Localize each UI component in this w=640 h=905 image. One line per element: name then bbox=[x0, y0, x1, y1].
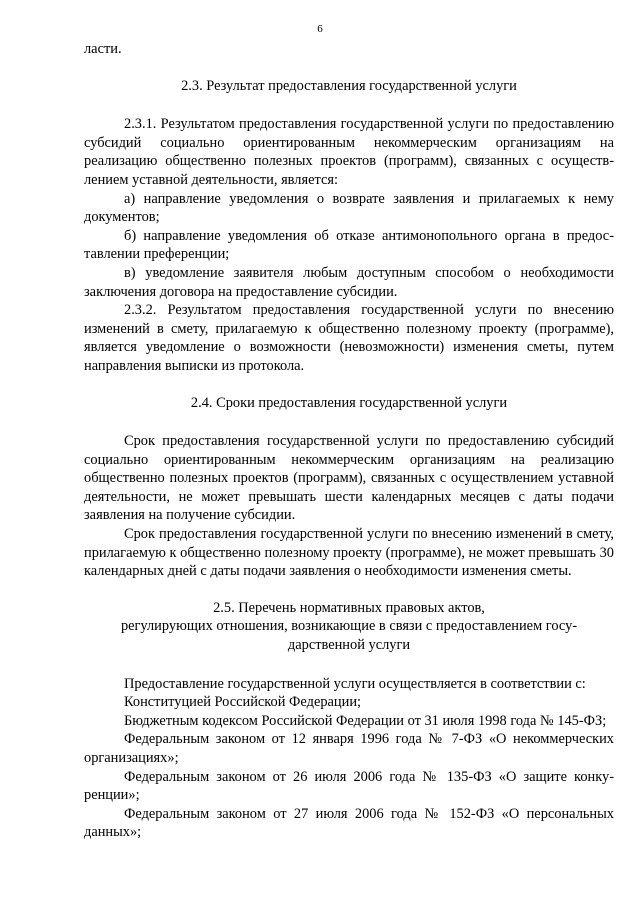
list-item-b: б) направление уведомления об отказе антимонопольного органа в предоставлении преференции; bbox=[84, 227, 614, 263]
carryover-text: ласти. bbox=[84, 41, 122, 57]
paragraph-2-4-2: Срок предоставления государственной услуги по внесению изменений в смету, прилагаемую к общественно полезному проекту (программе), не может превышать 30 календарных дней с даты подачи заявления о необходимости изменения сметы. bbox=[84, 526, 614, 580]
paragraph-2-3-2: 2.3.2. Результатом предоставления государственной услуги по внесению изменений в смету, прилагаемую к общественно полезному проекту (программе), является уведомление о возможности (невозможности) изменения сметы, путем направления выписки из протокола. bbox=[84, 302, 614, 374]
section-2-5-title-line3: дарственной услуги bbox=[287, 637, 411, 654]
section-2-5-title-line1: 2.5. Перечень нормативных правовых актов, bbox=[213, 599, 485, 616]
list-item-c: в) уведомление заявителя любым доступным способом о необходимости заключения договора на предоставление субсидии. bbox=[84, 264, 614, 300]
list-item: Конституцией Российской Федерации; bbox=[124, 694, 362, 711]
paragraph-2-4-1: Срок предоставления государственной услуги по предоставлению субсидий социально ориентированным некоммерческим организациям на реализацию общественно полезных проектов (программ), связанных с осуществлением уставной деятельности, не может превышать шести календарных месяцев с даты подачи заявления на получение субсидии. bbox=[84, 433, 614, 524]
list-item-a: а) направление уведомления о возврате заявления и прилагаемых к нему документов; bbox=[84, 190, 614, 226]
page-number: 6 bbox=[317, 23, 323, 35]
paragraph-2-3-1: 2.3.1. Результатом предоставления государственной услуги по предоставлению субсидий социально ориентированным некоммерческим организациям на реализацию общественно полезных проектов (программ), связанных с осуществлением уставной деятельности, является: bbox=[84, 116, 614, 188]
section-2-3-title: 2.3. Результат предоставления государственной услуги bbox=[181, 77, 517, 94]
section-2-5-title bbox=[84, 599, 614, 655]
list-item: Федеральным законом от 12 января 1996 года № 7-ФЗ «О некоммерческих организациях»; bbox=[84, 731, 614, 766]
section-2-5-title-line2: регулирующих отношения, возникающие в связи с предоставлением госу- bbox=[120, 618, 578, 635]
list-item: Федеральным законом от 27 июля 2006 года № 152-ФЗ «О персональных данных»; bbox=[84, 805, 614, 841]
section-2-4-title: 2.4. Сроки предоставления государственной услуги bbox=[190, 394, 508, 411]
page-content bbox=[84, 0, 614, 842]
list-item: Федеральным законом от 26 июля 2006 года № 135-ФЗ «О защите конкуренции»; bbox=[84, 768, 614, 804]
list-item: Бюджетным кодексом Российской Федерации от 31 июля 1998 года № 145-ФЗ; bbox=[124, 712, 607, 729]
paragraph-2-5-intro: Предоставление государственной услуги осуществляется в соответствии с: bbox=[124, 675, 586, 692]
